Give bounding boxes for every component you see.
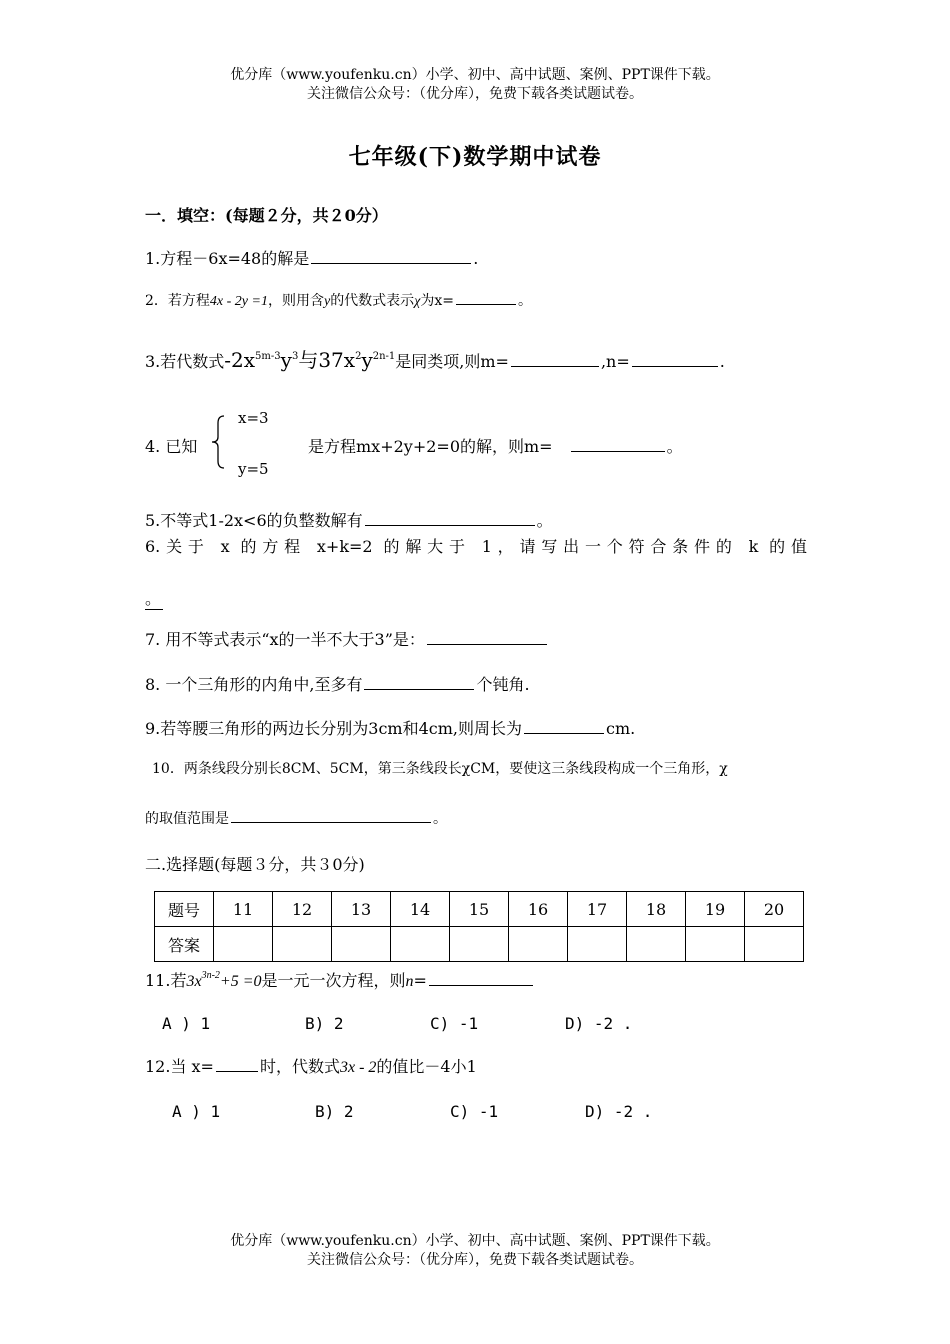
q2-mid: ，则用含 bbox=[267, 293, 324, 309]
table-number-cell: 16 bbox=[509, 892, 568, 927]
question-12 bbox=[145, 1054, 477, 1077]
q2-suffix: 为x= bbox=[420, 293, 454, 309]
answer-cell[interactable] bbox=[686, 927, 745, 962]
q4-end: 。 bbox=[666, 437, 683, 456]
footer-line-1: 优分库（www.youfenku.cn）小学、初中、高中试题、案例、PPT课件下载。 bbox=[230, 1233, 720, 1249]
q9-text: 9.若等腰三角形的两边长分别为3cm和4cm,则周长为 bbox=[145, 719, 522, 738]
q2-prefix: 2．若方程 bbox=[145, 293, 210, 309]
q11-option-b[interactable]: B) 2 bbox=[305, 1014, 344, 1033]
q11-blank[interactable] bbox=[429, 969, 533, 986]
question-7 bbox=[145, 627, 549, 650]
q4-blank[interactable] bbox=[571, 435, 665, 452]
q3-sep: ,n= bbox=[600, 352, 630, 371]
q11-prefix: 11.若 bbox=[145, 971, 187, 990]
q11-expr: $3x^{3n-2}+5 =0$ bbox=[186, 970, 262, 990]
table-number-cell: 12 bbox=[273, 892, 332, 927]
q3-end: . bbox=[719, 352, 725, 371]
q12-prefix: 12.当 x= bbox=[145, 1057, 214, 1076]
table-number-cell: 15 bbox=[450, 892, 509, 927]
q3-blank-m[interactable] bbox=[511, 350, 599, 367]
header-line-2: 关注微信公众号：（优分库），免费下载各类试题试卷。 bbox=[307, 86, 643, 102]
q2-var2: χ bbox=[414, 294, 421, 309]
section1-heading: 一．填空：(每题２分，共２0分） bbox=[145, 206, 388, 225]
question-5 bbox=[145, 508, 553, 531]
question-10-cont bbox=[145, 808, 447, 828]
q4-system-eq1: x=3 bbox=[238, 409, 269, 427]
question-6-cont bbox=[145, 586, 163, 610]
q10-text2: 的取值范围是 bbox=[145, 811, 229, 827]
table-number-cell: 19 bbox=[686, 892, 745, 927]
table-label-answer: 答案 bbox=[155, 927, 214, 962]
q3-prefix: 3.若代数式 bbox=[145, 352, 225, 371]
q12-option-a[interactable]: A ) 1 bbox=[172, 1102, 221, 1121]
q3-mid: 是同类项,则m= bbox=[395, 352, 509, 371]
answer-cell[interactable] bbox=[568, 927, 627, 962]
answer-cell[interactable] bbox=[509, 927, 568, 962]
q11-option-a[interactable]: A ) 1 bbox=[162, 1014, 211, 1033]
q2-expr: 4x - 2y =1 bbox=[209, 294, 268, 309]
q3-term2: $37x^2y^{2n-1}$ bbox=[318, 348, 396, 372]
answer-table bbox=[154, 891, 804, 962]
question-8 bbox=[145, 672, 530, 695]
q3-blank-n[interactable] bbox=[632, 350, 718, 367]
q3-and: 与 bbox=[298, 348, 319, 372]
q11-var: n bbox=[405, 973, 414, 990]
table-number-cell: 13 bbox=[332, 892, 391, 927]
q9-end: cm. bbox=[605, 719, 636, 738]
answer-table-header-row bbox=[155, 892, 804, 927]
q2-mid2: 的代数式表示 bbox=[330, 293, 415, 309]
table-number-cell: 14 bbox=[391, 892, 450, 927]
answer-cell[interactable] bbox=[450, 927, 509, 962]
answer-cell[interactable] bbox=[391, 927, 450, 962]
section2-heading: 二.选择题(每题３分，共３0分) bbox=[145, 855, 365, 874]
q2-end: 。 bbox=[518, 293, 532, 309]
answer-cell[interactable] bbox=[332, 927, 391, 962]
q11-mid: 是一元一次方程，则 bbox=[261, 971, 406, 990]
q12-option-c[interactable]: C) -1 bbox=[450, 1102, 499, 1121]
table-number-cell: 20 bbox=[745, 892, 804, 927]
q7-text: 7. 用不等式表示“x的一半不大于3”是： bbox=[145, 630, 425, 649]
q11-eq: = bbox=[413, 971, 427, 990]
q12-expr: 3x - 2 bbox=[339, 1059, 377, 1076]
q1-end: . bbox=[473, 249, 479, 268]
q12-option-d[interactable]: D) -2 . bbox=[585, 1102, 653, 1121]
page-title: 七年级(下)数学期中试卷 bbox=[348, 144, 602, 170]
answer-cell[interactable] bbox=[745, 927, 804, 962]
answer-cell[interactable] bbox=[627, 927, 686, 962]
question-11 bbox=[145, 968, 535, 991]
q12-mid: 时，代数式 bbox=[259, 1057, 340, 1076]
table-label-number: 题号 bbox=[155, 892, 214, 927]
q6-blank[interactable]: 。 bbox=[145, 586, 163, 610]
q7-blank[interactable] bbox=[427, 628, 547, 645]
question-4-prefix: 4. 已知 bbox=[145, 437, 198, 456]
question-2 bbox=[145, 288, 532, 310]
question-9 bbox=[145, 716, 635, 739]
question-4-body bbox=[308, 434, 683, 457]
q10-blank[interactable] bbox=[231, 808, 431, 823]
q1-blank[interactable] bbox=[311, 247, 471, 264]
q1-text: 1.方程－6x=48的解是 bbox=[145, 249, 310, 268]
question-1 bbox=[145, 246, 478, 269]
question-6: 6.关于 x 的方程 x+k=2 的解大于 1，请写出一个符合条件的 k 的值 bbox=[145, 537, 807, 556]
q8-text: 8. 一个三角形的内角中,至多有 bbox=[145, 675, 363, 694]
q11-option-d[interactable]: D) -2 . bbox=[565, 1014, 633, 1033]
q5-end: 。 bbox=[536, 511, 553, 530]
table-number-cell: 11 bbox=[214, 892, 273, 927]
footer-line-2: 关注微信公众号：（优分库），免费下载各类试题试卷。 bbox=[307, 1252, 643, 1268]
q8-end: 个钝角. bbox=[476, 675, 530, 694]
q2-var: y bbox=[323, 294, 331, 309]
question-3 bbox=[145, 344, 725, 373]
q12-suffix: 的值比－4小1 bbox=[376, 1057, 477, 1076]
q2-blank[interactable] bbox=[456, 288, 516, 305]
q8-blank[interactable] bbox=[364, 673, 474, 690]
table-number-cell: 18 bbox=[627, 892, 686, 927]
q10-end: 。 bbox=[433, 811, 447, 827]
answer-cell[interactable] bbox=[273, 927, 332, 962]
q4-mid: 是方程mx+2y+2=0的解，则m= bbox=[308, 437, 553, 456]
question-10: 10．两条线段分别长8CM、5CM，第三条线段长χCM，要使这三条线段构成一个三角形，χ bbox=[152, 761, 728, 777]
answer-table-answer-row bbox=[155, 927, 804, 962]
answer-cell[interactable] bbox=[214, 927, 273, 962]
header-line-1: 优分库（www.youfenku.cn）小学、初中、高中试题、案例、PPT课件下载。 bbox=[230, 67, 720, 83]
q4-system-eq2: y=5 bbox=[238, 460, 269, 478]
q12-option-b[interactable]: B) 2 bbox=[315, 1102, 354, 1121]
left-brace-icon bbox=[210, 415, 226, 469]
table-number-cell: 17 bbox=[568, 892, 627, 927]
q9-blank[interactable] bbox=[524, 717, 604, 734]
q5-text: 5.不等式1-2x<6的负整数解有 bbox=[145, 511, 363, 530]
q11-option-c[interactable]: C) -1 bbox=[430, 1014, 479, 1033]
q5-blank[interactable] bbox=[365, 509, 535, 526]
q3-term1: $-2x^{5m-3}y^3$ bbox=[224, 348, 299, 372]
q12-blank[interactable] bbox=[216, 1055, 258, 1072]
